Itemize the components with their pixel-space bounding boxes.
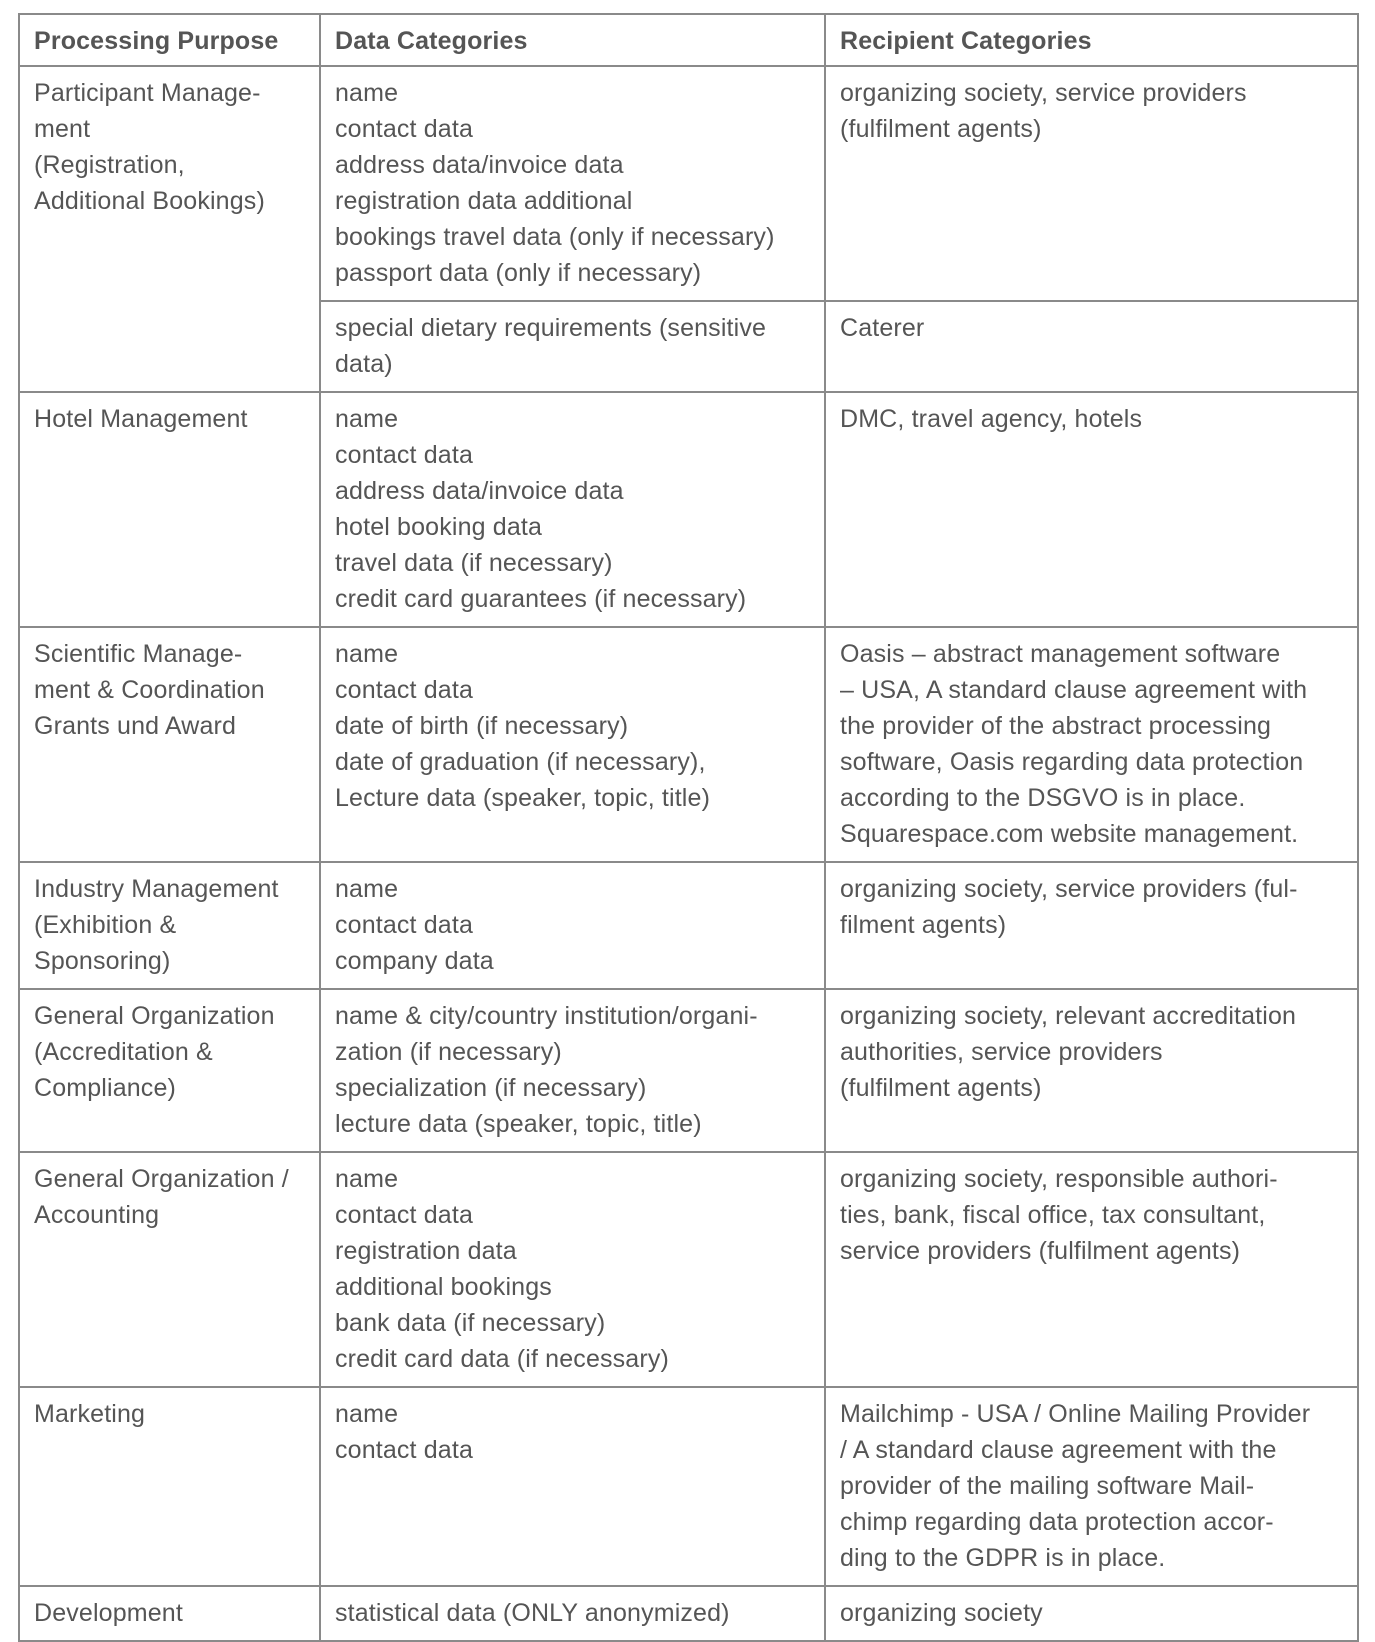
- recipient-categories-cell: [825, 862, 1358, 989]
- recipient-categories-cell: [825, 66, 1358, 301]
- data-line: credit card data (if necessary): [335, 1345, 669, 1373]
- purpose-line: Additional Bookings): [34, 187, 265, 215]
- data-line: date of birth (if necessary): [335, 712, 629, 740]
- header-data-categories: Data Categories: [320, 14, 825, 66]
- data-line: contact data: [335, 115, 474, 143]
- purpose-cell: [19, 1152, 320, 1387]
- data-line: contact data: [335, 911, 474, 939]
- purpose-cell: [19, 862, 320, 989]
- purpose-cell: [19, 989, 320, 1152]
- recipient-line: ding to the GDPR is in place.: [840, 1544, 1166, 1572]
- data-line: contact data: [335, 676, 474, 704]
- data-line: name: [335, 405, 399, 433]
- purpose-line: Compliance): [34, 1074, 176, 1102]
- recipient-line: DMC, travel agency, hotels: [840, 405, 1143, 433]
- recipient-line: Oasis – abstract management software: [840, 640, 1281, 668]
- purpose-line: Accounting: [34, 1201, 160, 1229]
- recipient-categories-cell: [825, 627, 1358, 862]
- purpose-line: Grants und Award: [34, 712, 237, 740]
- data-line: passport data (only if necessary): [335, 259, 702, 287]
- data-categories-cell: [320, 301, 825, 392]
- purpose-line: General Organization: [34, 1002, 275, 1030]
- table-row: [19, 1387, 1358, 1586]
- recipient-line: authorities, service providers: [840, 1038, 1163, 1066]
- data-line: statistical data (ONLY anonymized): [335, 1599, 730, 1627]
- data-categories-cell: [320, 989, 825, 1152]
- recipient-line: software, Oasis regarding data protection: [840, 748, 1304, 776]
- recipient-categories-cell: [825, 1152, 1358, 1387]
- purpose-line: ment: [34, 115, 91, 143]
- recipient-categories-cell: [825, 1387, 1358, 1586]
- data-line: name: [335, 640, 399, 668]
- recipient-line: according to the DSGVO is in place.: [840, 784, 1246, 812]
- header-recipient-categories: Recipient Categories: [825, 14, 1358, 66]
- recipient-line: filment agents): [840, 911, 1007, 939]
- data-categories-cell: [320, 392, 825, 627]
- purpose-line: Sponsoring): [34, 947, 171, 975]
- purpose-line: Hotel Management: [34, 405, 248, 433]
- recipient-line: Squarespace.com website management.: [840, 820, 1299, 848]
- recipient-line: service providers (fulfilment agents): [840, 1237, 1241, 1265]
- data-line: registration data: [335, 1237, 517, 1265]
- data-line: special dietary requirements (sensitive: [335, 314, 767, 342]
- data-line: address data/invoice data: [335, 151, 624, 179]
- data-line: contact data: [335, 1436, 474, 1464]
- data-line: credit card guarantees (if necessary): [335, 585, 747, 613]
- recipient-line: Caterer: [840, 314, 925, 342]
- table-row: [19, 1586, 1358, 1641]
- data-categories-cell: [320, 862, 825, 989]
- purpose-line: General Organization /: [34, 1165, 289, 1193]
- table-body: [19, 66, 1358, 1641]
- purpose-cell: [19, 66, 320, 392]
- recipient-line: / A standard clause agreement with the: [840, 1436, 1277, 1464]
- purpose-line: (Exhibition &: [34, 911, 177, 939]
- recipient-line: (fulfilment agents): [840, 1074, 1042, 1102]
- data-categories-cell: [320, 1152, 825, 1387]
- purpose-line: Industry Management: [34, 875, 279, 903]
- data-line: registration data additional: [335, 187, 633, 215]
- data-line: company data: [335, 947, 494, 975]
- data-categories-cell: [320, 1586, 825, 1641]
- data-line: address data/invoice data: [335, 477, 624, 505]
- table-header: [19, 14, 1358, 66]
- recipient-categories-cell: [825, 301, 1358, 392]
- data-line: date of graduation (if necessary),: [335, 748, 706, 776]
- data-line: contact data: [335, 441, 474, 469]
- recipient-categories-cell: [825, 1586, 1358, 1641]
- data-line: Lecture data (speaker, topic, title): [335, 784, 711, 812]
- purpose-line: ment & Coordination: [34, 676, 265, 704]
- table-row: [19, 1152, 1358, 1387]
- recipient-line: ties, bank, fiscal office, tax consultant,: [840, 1201, 1266, 1229]
- recipient-line: Mailchimp - USA / Online Mailing Provider: [840, 1400, 1311, 1428]
- purpose-line: Marketing: [34, 1400, 146, 1428]
- table-row: [19, 862, 1358, 989]
- table-row: [19, 627, 1358, 862]
- recipient-line: organizing society, service providers (ful-: [840, 875, 1298, 903]
- purpose-cell: [19, 1586, 320, 1641]
- data-categories-cell: [320, 66, 825, 301]
- data-line: zation (if necessary): [335, 1038, 562, 1066]
- data-line: data): [335, 350, 393, 378]
- purpose-cell: [19, 1387, 320, 1586]
- table-row: [19, 66, 1358, 301]
- data-line: bank data (if necessary): [335, 1309, 606, 1337]
- recipient-line: provider of the mailing software Mail-: [840, 1472, 1255, 1500]
- recipient-line: organizing society, relevant accreditation: [840, 1002, 1297, 1030]
- data-line: additional bookings: [335, 1273, 552, 1301]
- recipient-line: the provider of the abstract processing: [840, 712, 1272, 740]
- recipient-line: – USA, A standard clause agreement with: [840, 676, 1308, 704]
- data-line: name: [335, 875, 399, 903]
- data-line: name: [335, 1165, 399, 1193]
- recipient-line: organizing society: [840, 1599, 1043, 1627]
- data-line: name & city/country institution/organi-: [335, 1002, 758, 1030]
- data-categories-cell: [320, 627, 825, 862]
- recipient-line: organizing society, service providers: [840, 79, 1247, 107]
- data-line: name: [335, 1400, 399, 1428]
- table-row: [19, 989, 1358, 1152]
- table-row: [19, 392, 1358, 627]
- purpose-line: Development: [34, 1599, 183, 1627]
- recipient-categories-cell: [825, 392, 1358, 627]
- header-row: [19, 14, 1358, 66]
- recipient-categories-cell: [825, 989, 1358, 1152]
- data-line: hotel booking data: [335, 513, 543, 541]
- data-line: specialization (if necessary): [335, 1074, 647, 1102]
- recipient-line: chimp regarding data protection accor-: [840, 1508, 1274, 1536]
- data-categories-cell: [320, 1387, 825, 1586]
- purpose-cell: [19, 392, 320, 627]
- purpose-line: Participant Manage-: [34, 79, 261, 107]
- processing-table: [18, 13, 1359, 1642]
- purpose-line: (Registration,: [34, 151, 185, 179]
- recipient-line: (fulfilment agents): [840, 115, 1042, 143]
- data-line: lecture data (speaker, topic, title): [335, 1110, 702, 1138]
- data-line: travel data (if necessary): [335, 549, 613, 577]
- data-line: name: [335, 79, 399, 107]
- recipient-line: organizing society, responsible authori-: [840, 1165, 1278, 1193]
- data-line: contact data: [335, 1201, 474, 1229]
- header-processing-purpose: Processing Purpose: [19, 14, 320, 66]
- purpose-line: (Accreditation &: [34, 1038, 213, 1066]
- purpose-line: Scientific Manage-: [34, 640, 243, 668]
- data-line: bookings travel data (only if necessary): [335, 223, 775, 251]
- purpose-cell: [19, 627, 320, 862]
